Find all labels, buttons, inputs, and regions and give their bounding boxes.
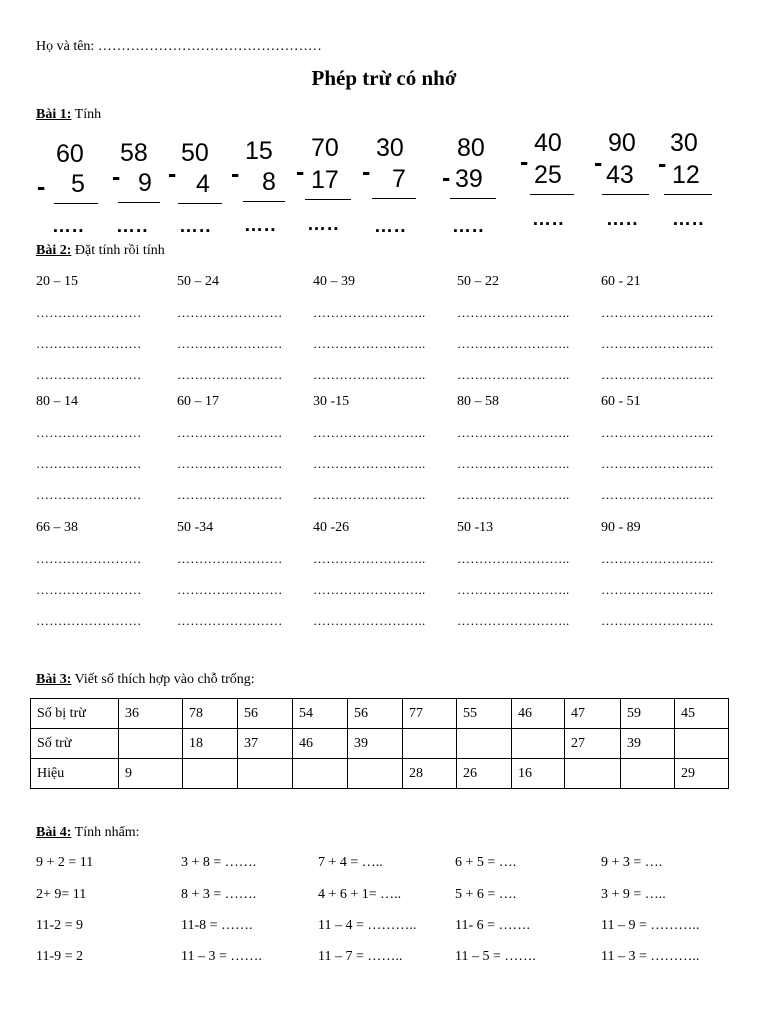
minuend: 30	[670, 129, 698, 157]
subtrahend: 4	[196, 170, 210, 198]
answer-blank: …..	[116, 216, 149, 237]
dotted-line: ……………………..	[457, 305, 570, 320]
answer-blank: …..	[52, 216, 85, 237]
minus-sign: -	[594, 149, 603, 177]
dotted-line: ……………………..	[313, 305, 426, 320]
mental-math-item: 4 + 6 + 1= …..	[318, 887, 402, 902]
subtrahend: 9	[138, 169, 152, 197]
exercise: 50 – 22	[457, 274, 499, 289]
subtrahend: 8	[262, 168, 276, 196]
dotted-line: ……………………	[36, 367, 142, 382]
table-row	[31, 729, 729, 759]
minus-sign: -	[296, 158, 305, 186]
answer-blank: …..	[452, 216, 485, 237]
mental-math-item: 9 + 2 = 11	[36, 855, 94, 870]
minuend: 40	[534, 129, 562, 157]
dotted-line: ……………………..	[313, 425, 426, 440]
dotted-line: ……………………	[177, 425, 283, 440]
minus-sign: -	[658, 150, 667, 178]
answer-line	[243, 201, 285, 202]
table-cell: 55	[457, 699, 512, 729]
minus-sign: -	[231, 160, 240, 188]
mental-math-item: 5 + 6 = ….	[455, 887, 517, 902]
bai1-instruction: Tính	[74, 107, 102, 122]
minus-sign: -	[37, 173, 46, 201]
dotted-line: ……………………	[177, 582, 283, 597]
answer-blank: …..	[374, 216, 407, 237]
exercise: 50 – 24	[177, 274, 219, 289]
bai4-label: Bài 4:	[36, 825, 72, 840]
dotted-line: ……………………..	[601, 551, 714, 566]
dotted-line: ……………………..	[601, 425, 714, 440]
table-cell	[183, 759, 238, 789]
bai4-instruction: Tính nhẩm:	[74, 825, 140, 840]
subtrahend: 43	[606, 161, 634, 189]
bai2-heading	[36, 243, 165, 259]
exercise: 60 – 17	[177, 394, 219, 409]
table-cell: 26	[457, 759, 512, 789]
table-cell: 9	[119, 759, 183, 789]
table-row	[31, 759, 729, 789]
mental-math-item: 8 + 3 = …….	[181, 887, 257, 902]
dotted-line: ……………………	[177, 367, 283, 382]
mental-math-item: 11 – 5 = …….	[455, 949, 536, 964]
exercise: 40 -26	[313, 520, 350, 535]
dotted-line: ……………………	[36, 305, 142, 320]
dotted-line: ……………………	[36, 613, 142, 628]
mental-math-item: 11-8 = …….	[181, 918, 253, 933]
subtrahend: 12	[672, 161, 700, 189]
exercise: 66 – 38	[36, 520, 78, 535]
minuend: 15	[245, 137, 273, 165]
answer-blank: …..	[244, 215, 277, 236]
mental-math-item: 3 + 9 = …..	[601, 887, 666, 902]
table-cell: 27	[565, 729, 621, 759]
answer-line	[530, 194, 574, 195]
dotted-line: ……………………	[177, 456, 283, 471]
minus-sign: -	[168, 160, 177, 188]
mental-math-item: 11 – 3 = …….	[181, 949, 262, 964]
exercise: 80 – 58	[457, 394, 499, 409]
answer-line	[450, 198, 496, 199]
bai2-instruction: Đặt tính rồi tính	[74, 243, 165, 258]
table-cell	[457, 729, 512, 759]
table-cell: 18	[183, 729, 238, 759]
dotted-line: ……………………	[177, 613, 283, 628]
exercise: 60 - 51	[601, 394, 641, 409]
table-cell: 28	[403, 759, 457, 789]
table-cell	[348, 759, 403, 789]
mental-math-item: 11 – 3 = ………..	[601, 949, 700, 964]
exercise: 80 – 14	[36, 394, 78, 409]
table-cell: 45	[675, 699, 729, 729]
subtrahend: 39	[455, 165, 483, 193]
mental-math-item: 11 – 4 = ………..	[318, 918, 417, 933]
answer-line	[118, 202, 160, 203]
answer-line	[305, 199, 351, 200]
dotted-line: ……………………..	[601, 367, 714, 382]
dotted-line: ……………………..	[601, 582, 714, 597]
dotted-line: ……………………..	[457, 613, 570, 628]
table-cell: 47	[565, 699, 621, 729]
table-cell	[512, 729, 565, 759]
table-cell: 77	[403, 699, 457, 729]
exercise: 30 -15	[313, 394, 350, 409]
mental-math-item: 11-9 = 2	[36, 949, 84, 964]
dotted-line: ……………………..	[313, 367, 426, 382]
dotted-line: ……………………..	[457, 336, 570, 351]
dotted-line: ……………………..	[601, 336, 714, 351]
table-cell	[675, 729, 729, 759]
bai3-heading	[36, 672, 255, 688]
table-cell: 37	[238, 729, 293, 759]
dotted-line: ……………………	[36, 425, 142, 440]
mental-math-item: 9 + 3 = ….	[601, 855, 663, 870]
dotted-line: ……………………..	[313, 551, 426, 566]
minuend: 90	[608, 129, 636, 157]
minuend: 70	[311, 134, 339, 162]
answer-line	[372, 198, 416, 199]
minuend: 80	[457, 134, 485, 162]
dotted-line: ……………………	[36, 582, 142, 597]
dotted-line: ……………………	[36, 551, 142, 566]
dotted-line: ……………………..	[313, 613, 426, 628]
table-row	[31, 699, 729, 729]
bai3-label: Bài 3:	[36, 672, 72, 687]
answer-blank: …..	[307, 214, 340, 235]
dotted-line: ……………………..	[601, 456, 714, 471]
dotted-line: ……………………..	[601, 613, 714, 628]
exercise: 50 -34	[177, 520, 214, 535]
dotted-line: ……………………	[177, 551, 283, 566]
dotted-line: ……………………..	[457, 456, 570, 471]
table-cell: 59	[621, 699, 675, 729]
exercise: 90 - 89	[601, 520, 641, 535]
minuend: 30	[376, 134, 404, 162]
mental-math-item: 7 + 4 = …..	[318, 855, 383, 870]
minuend: 60	[56, 140, 84, 168]
dotted-line: ……………………	[36, 336, 142, 351]
subtrahend: 7	[392, 165, 406, 193]
dotted-line: ……………………..	[457, 582, 570, 597]
answer-blank: …..	[672, 209, 705, 230]
dotted-line: ……………………..	[313, 582, 426, 597]
minus-sign: -	[442, 164, 451, 192]
answer-line	[54, 203, 98, 204]
dotted-line: ……………………..	[313, 456, 426, 471]
table-cell: 56	[238, 699, 293, 729]
minuend: 58	[120, 139, 148, 167]
minus-sign: -	[112, 163, 121, 191]
exercise: 20 – 15	[36, 274, 78, 289]
table-cell	[565, 759, 621, 789]
table-cell	[119, 729, 183, 759]
row-header: Số bị trừ	[31, 699, 119, 729]
mental-math-item: 2+ 9= 11	[36, 887, 87, 902]
mental-math-item: 11- 6 = …….	[455, 918, 531, 933]
dotted-line: ……………………	[177, 487, 283, 502]
dotted-line: ……………………..	[313, 487, 426, 502]
table-cell: 39	[348, 729, 403, 759]
table-cell: 39	[621, 729, 675, 759]
table-cell: 29	[675, 759, 729, 789]
answer-line	[178, 203, 222, 204]
bai1-heading	[36, 107, 101, 123]
exercise: 50 -13	[457, 520, 494, 535]
answer-line	[602, 194, 649, 195]
bai3-table	[30, 698, 729, 789]
mental-math-item: 11-2 = 9	[36, 918, 84, 933]
table-cell: 36	[119, 699, 183, 729]
dotted-line: ……………………..	[457, 551, 570, 566]
answer-line	[664, 194, 712, 195]
dotted-line: ……………………..	[601, 487, 714, 502]
table-cell	[238, 759, 293, 789]
exercise: 60 - 21	[601, 274, 641, 289]
mental-math-item: 11 – 7 = ……..	[318, 949, 403, 964]
table-cell	[403, 729, 457, 759]
subtrahend: 25	[534, 161, 562, 189]
table-cell: 46	[293, 729, 348, 759]
dotted-line: ……………………	[177, 305, 283, 320]
bai1-label: Bài 1:	[36, 107, 72, 122]
bai2-label: Bài 2:	[36, 243, 72, 258]
mental-math-item: 6 + 5 = ….	[455, 855, 517, 870]
dotted-line: ……………………..	[457, 487, 570, 502]
dotted-line: ……………………	[177, 336, 283, 351]
dotted-line: ……………………..	[601, 305, 714, 320]
table-cell: 16	[512, 759, 565, 789]
row-header: Số trừ	[31, 729, 119, 759]
dotted-line: ……………………..	[457, 425, 570, 440]
answer-blank: …..	[179, 216, 212, 237]
row-header: Hiệu	[31, 759, 119, 789]
minuend: 50	[181, 139, 209, 167]
subtrahend: 5	[71, 170, 85, 198]
minus-sign: -	[520, 148, 529, 176]
table-cell	[621, 759, 675, 789]
table-cell: 78	[183, 699, 238, 729]
dotted-line: ……………………..	[313, 336, 426, 351]
mental-math-item: 3 + 8 = …….	[181, 855, 257, 870]
name-field-label: Họ và tên: …………………………………………	[36, 39, 322, 54]
exercise: 40 – 39	[313, 274, 355, 289]
table-cell	[293, 759, 348, 789]
mental-math-item: 11 – 9 = ………..	[601, 918, 700, 933]
dotted-line: ……………………..	[457, 367, 570, 382]
dotted-line: ……………………	[36, 487, 142, 502]
subtrahend: 17	[311, 166, 339, 194]
bai4-heading	[36, 825, 140, 841]
minus-sign: -	[362, 158, 371, 186]
answer-blank: …..	[606, 209, 639, 230]
table-cell: 56	[348, 699, 403, 729]
dotted-line: ……………………	[36, 456, 142, 471]
table-cell: 54	[293, 699, 348, 729]
table-cell: 46	[512, 699, 565, 729]
page-title: Phép trừ có nhớ	[311, 66, 457, 90]
bai3-instruction: Viết số thích hợp vào chỗ trống:	[74, 672, 255, 687]
answer-blank: …..	[532, 209, 565, 230]
